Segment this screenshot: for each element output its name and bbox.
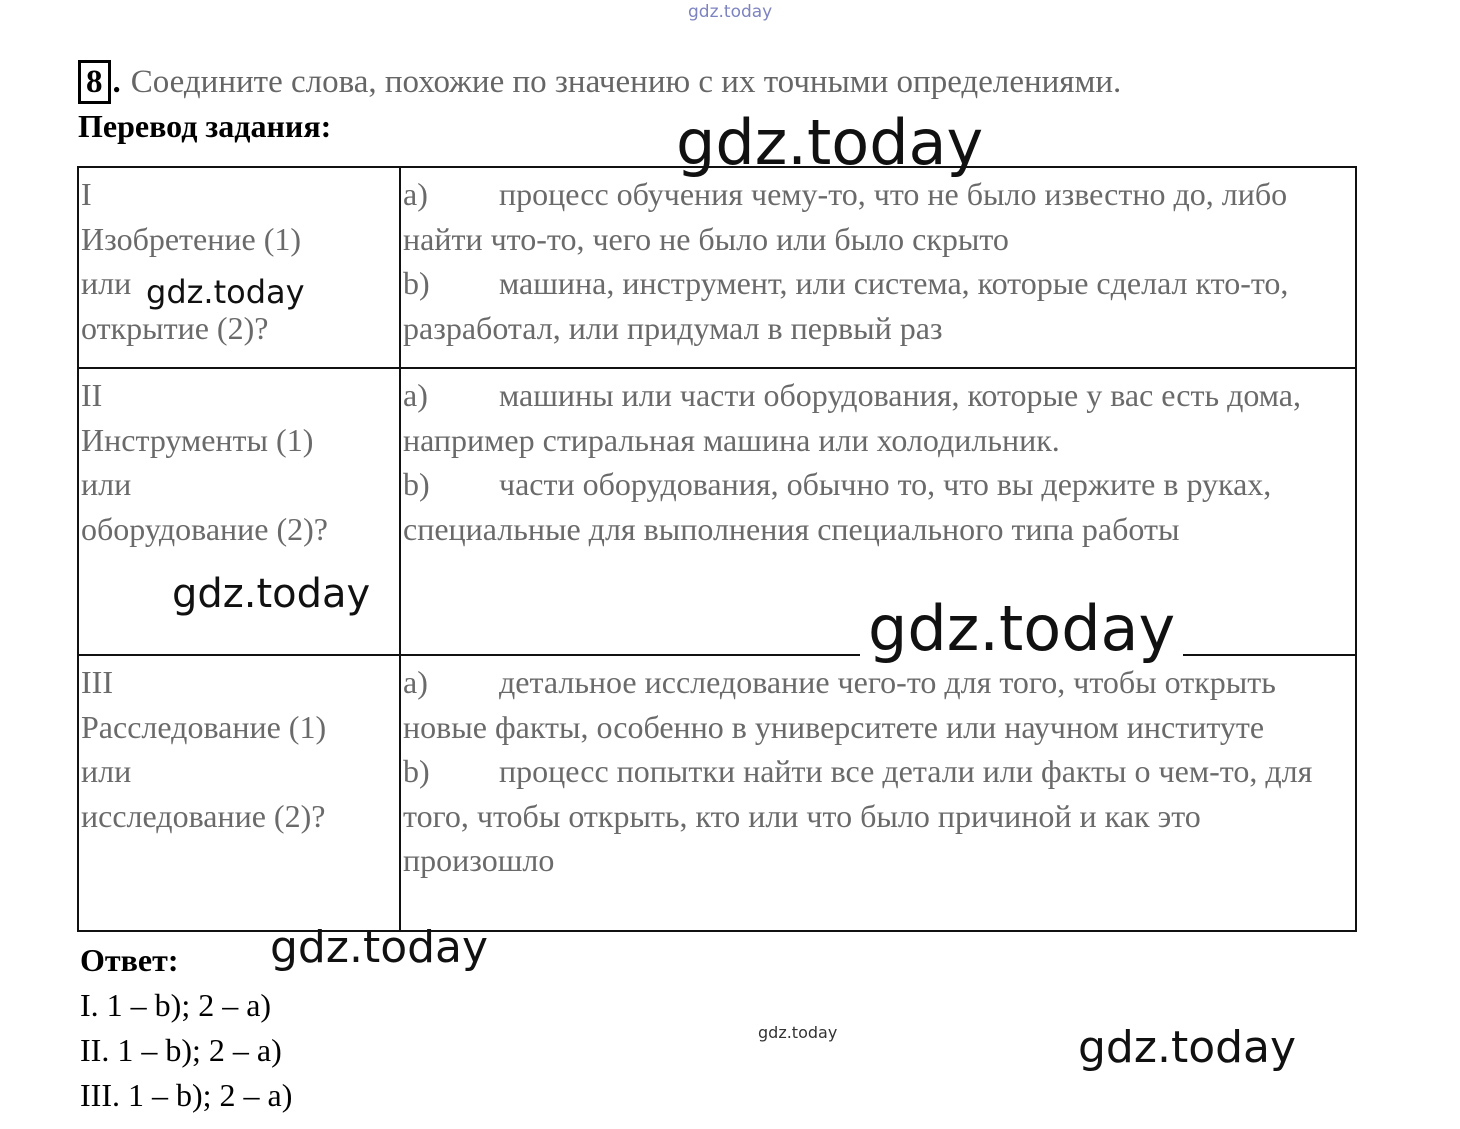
watermark-large-top: gdz.today [676,106,984,179]
definition-text: части оборудования, обычно то, что вы держите в руках, специальные для выполнения специального типа работы [403,466,1272,547]
definition-a [403,373,1353,462]
definition-cell [400,167,1356,368]
word-option-2: оборудование (2)? [81,510,328,547]
option-letter: a) [403,176,428,212]
word-option-2: открытие (2)? [81,309,269,346]
watermark-answer: gdz.today [270,922,489,973]
option-letter: b) [403,265,430,301]
definition-a [403,172,1353,261]
watermark-row2: gdz.today [172,571,371,617]
option-letter: b) [403,466,430,502]
definition-text: процесс обучения чему-то, что не было известно до, либо найти что-то, чего не было или было скрыто [403,176,1288,257]
definition-b [403,261,1353,350]
definition-text: машина, инструмент, или система, которые сделал кто-то, разработал, или придумал в первый раз [403,265,1289,346]
watermark-bottom-right: gdz.today [1078,1022,1297,1073]
table-row [78,655,1356,931]
word-option-1: Расследование (1) [81,708,327,745]
or-word: или [81,753,132,789]
table-row [78,167,1356,368]
watermark-large-middle: gdz.today [860,598,1183,660]
answer-line: III. 1 – b); 2 – a) [80,1077,293,1113]
answer-block [80,938,292,1118]
watermark-top: gdz.today [688,2,773,22]
word-cell [78,167,400,368]
roman-numeral: III [81,664,113,700]
translation-heading: Перевод задания: [78,108,332,144]
definition-cell [400,655,1356,931]
watermark-row1: gdz.today [146,273,305,311]
roman-numeral: II [81,377,103,413]
roman-numeral: I [81,176,92,212]
or-word: или [81,265,132,301]
or-word: или [81,466,132,502]
option-letter: a) [403,664,428,700]
option-letter: a) [403,377,428,413]
definition-text: машины или части оборудования, которые у вас есть дома, например стиральная машина или холодильник. [403,377,1301,458]
definition-text: процесс попытки найти все детали или факты о чем-то, для того, чтобы открыть, кто или что было причиной и как это произошло [403,753,1313,878]
task-statement [78,60,1121,104]
answer-line: I. 1 – b); 2 – a) [80,987,272,1023]
task-number-dot: . [112,64,121,100]
watermark-small-middle: gdz.today [758,1023,838,1042]
definition-b [403,462,1353,551]
definition-b [403,749,1353,883]
task-number: 8 [78,60,111,104]
word-option-1: Инструменты (1) [81,421,314,458]
word-option-1: Изобретение (1) [81,220,301,257]
word-option-2: исследование (2)? [81,797,326,834]
task-text: Соедините слова, похожие по значению с их точными определениями. [130,64,1122,100]
definition-text: детальное исследование чего-то для того, чтобы открыть новые факты, особенно в университете или научном институте [403,664,1276,745]
word-cell [78,655,400,931]
option-letter: b) [403,753,430,789]
answer-heading: Ответ: [80,942,179,978]
answer-line: II. 1 – b); 2 – a) [80,1032,282,1068]
definition-a [403,660,1353,749]
